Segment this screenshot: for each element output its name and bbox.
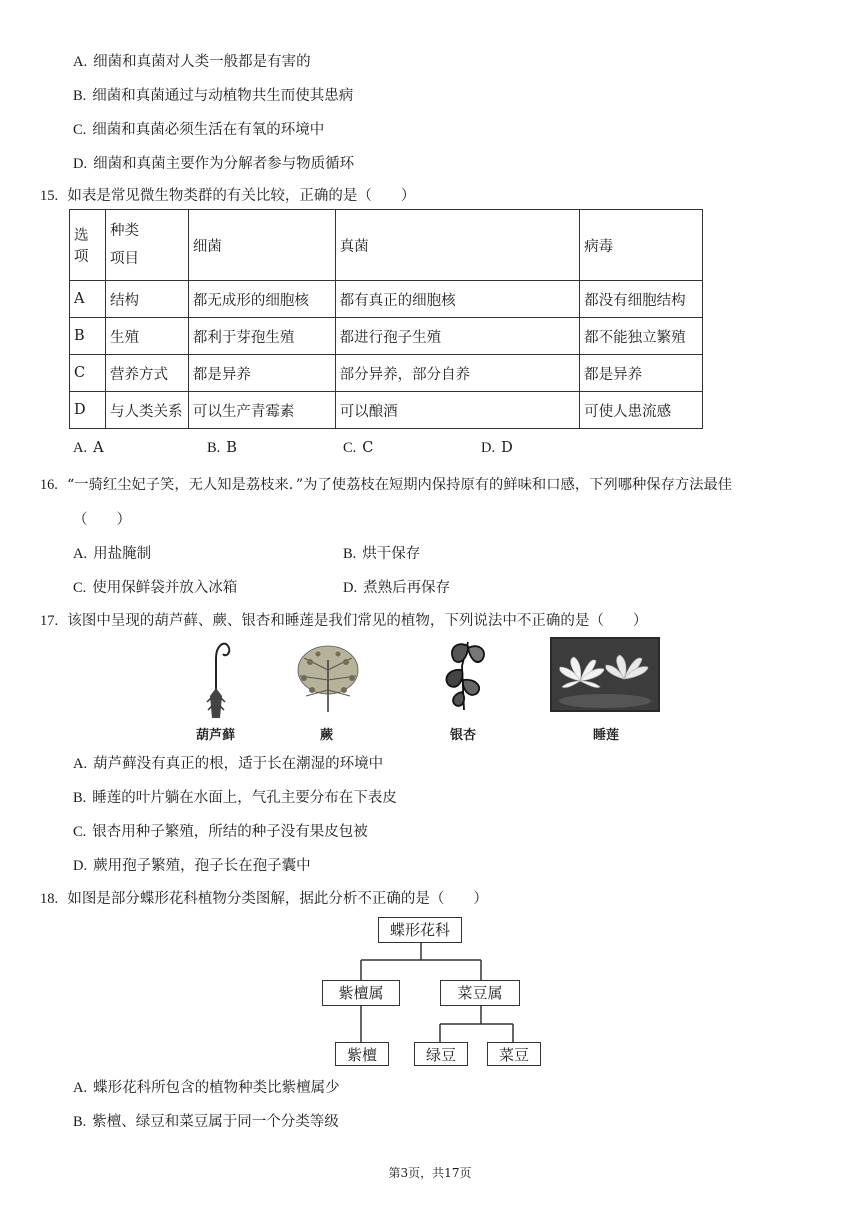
header-kind-item: 种类 项目 <box>105 210 188 281</box>
page-footer: 第3页，共17页 <box>388 1166 472 1180</box>
tree-genus-phaseolus: 菜豆属 <box>440 980 520 1006</box>
q14-option-a: A. 细菌和真菌对人类一般都是有害的 <box>73 54 311 70</box>
q18-option-a: A. 蝶形花科所包含的植物种类比紫檀属少 <box>73 1080 340 1096</box>
q15-option-c: C. C <box>343 440 374 456</box>
tree-genus-pterocarpus: 紫檀属 <box>322 980 400 1006</box>
q17-stem: 17. 该图中呈现的葫芦藓、蕨、银杏和睡莲是我们常见的植物，下列说法中不正确的是（ ） <box>40 613 648 629</box>
q15-stem: 15. 如表是常见微生物类群的有关比较，正确的是（ ） <box>40 188 416 204</box>
header-bacteria: 细菌 <box>188 210 335 281</box>
q14-option-d: D. 细菌和真菌主要作为分解者参与物质循环 <box>73 156 355 172</box>
q17-option-b: B. 睡莲的叶片躺在水面上，气孔主要分布在下表皮 <box>73 790 397 806</box>
q16-option-a: A. 用盐腌制 <box>73 546 152 562</box>
q17-option-a: A. 葫芦藓没有真正的根，适于长在潮湿的环境中 <box>73 756 384 772</box>
q17-option-c: C. 银杏用种子繁殖，所结的种子没有果皮包被 <box>73 824 368 840</box>
water-lily-label: 睡莲 <box>593 728 620 743</box>
tree-root-family: 蝶形花科 <box>378 917 462 943</box>
header-virus: 病毒 <box>580 210 703 281</box>
tree-species-mung-bean: 绿豆 <box>414 1042 468 1066</box>
ginkgo-label: 银杏 <box>450 728 477 743</box>
q16-option-b: B. 烘干保存 <box>343 546 421 562</box>
q15-option-a: A. A <box>73 440 104 456</box>
q16-option-d: D. 煮熟后再保存 <box>343 580 451 596</box>
header-option: 选项 <box>70 210 106 281</box>
q17-option-d: D. 蕨用孢子繁殖，孢子长在孢子囊中 <box>73 858 311 874</box>
header-fungi: 真菌 <box>335 210 580 281</box>
tree-species-kidney-bean: 菜豆 <box>487 1042 541 1066</box>
q16-stem-paren: （ ） <box>73 512 131 528</box>
table-row: C 营养方式 都是异养 部分异养，部分自养 都是异养 <box>70 355 703 392</box>
table-row: A 结构 都无成形的细胞核 都有真正的细胞核 都没有细胞结构 <box>70 281 703 318</box>
q18-stem: 18. 如图是部分蝶形花科植物分类图解，据此分析不正确的是（ ） <box>40 891 488 907</box>
q15-option-b: B. B <box>207 440 237 456</box>
table-row: D 与人类关系 可以生产青霉素 可以酿酒 可使人患流感 <box>70 392 703 429</box>
fern-label: 蕨 <box>320 728 334 743</box>
tree-species-rosewood: 紫檀 <box>335 1042 389 1066</box>
table-row: B 生殖 都利于芽孢生殖 都进行孢子生殖 都不能独立繁殖 <box>70 318 703 355</box>
q16-option-c: C. 使用保鲜袋并放入冰箱 <box>73 580 238 596</box>
q16-stem: 16. “一骑红尘妃子笑，无人知是荔枝来．”为了使荔枝在短期内保持原有的鲜味和口感，下列哪种保存方法最佳 <box>40 477 733 493</box>
q15-option-d: D. D <box>481 440 513 456</box>
q14-option-b: B. 细菌和真菌通过与动植物共生而使其患病 <box>73 88 354 104</box>
moss-label: 葫芦藓 <box>196 728 236 743</box>
q18-option-b: B. 紫檀、绿豆和菜豆属于同一个分类等级 <box>73 1114 339 1130</box>
q14-option-c: C. 细菌和真菌必须生活在有氧的环境中 <box>73 122 325 138</box>
